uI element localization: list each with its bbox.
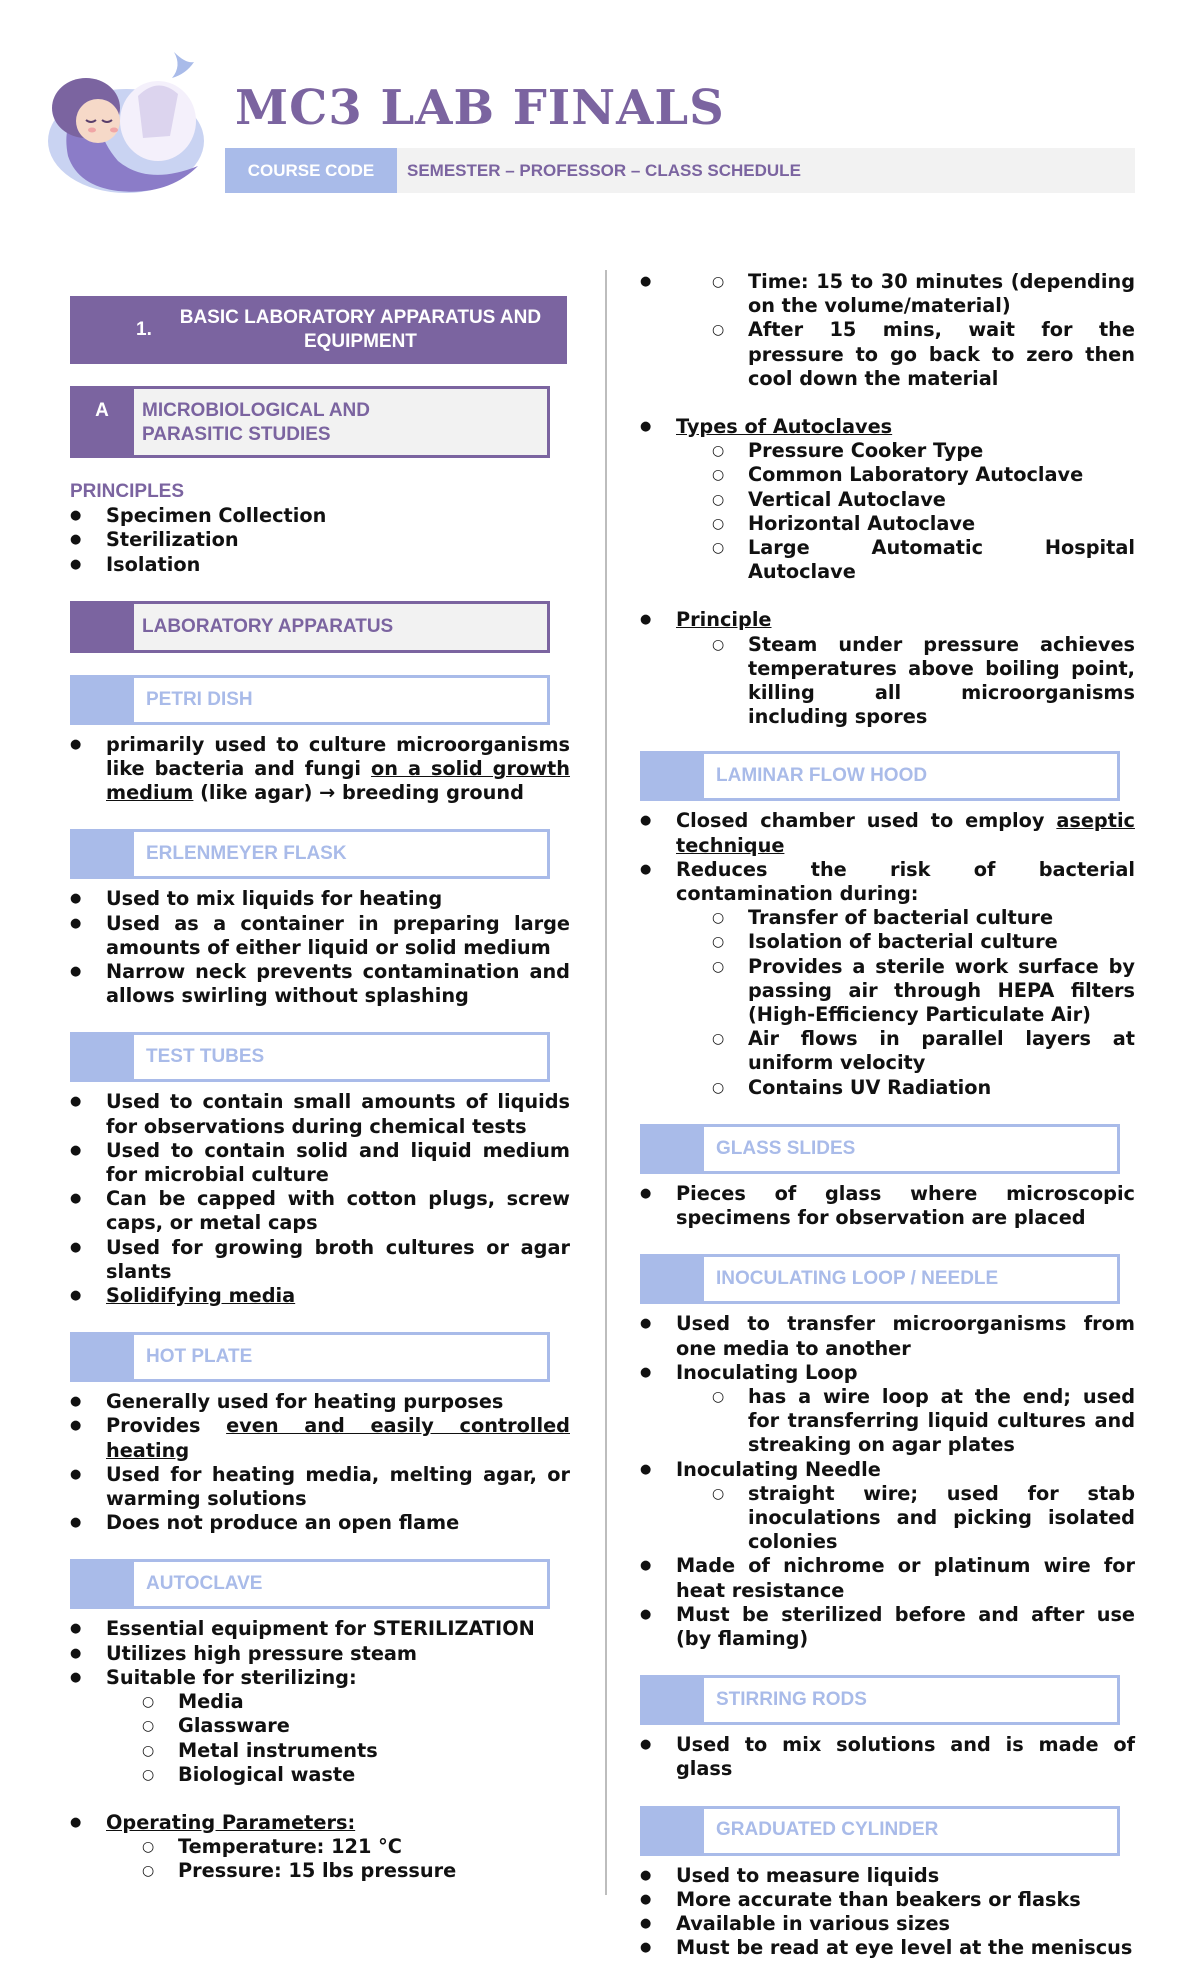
- laminar-flow-hood-title: LAMINAR FLOW HOOD: [716, 765, 928, 787]
- list-item: ● Closed chamber used to employ aseptic technique: [604, 809, 1135, 857]
- stirring-rods-title: STIRRING RODS: [716, 1689, 867, 1711]
- list-item: ○ Large Automatic Hospital Autoclave: [676, 536, 1135, 584]
- list-item: ● Used to measure liquids: [604, 1864, 1135, 1888]
- list-item: ● Generally used for heating purposes: [34, 1390, 570, 1414]
- list-item: ○ Steam under pressure achieves temperatures above boiling point, killing all microorganisms including spores: [676, 633, 1135, 730]
- list-item: ● Operating Parameters: ○ Temperature: 121 °C ○ Pressure: 15 lbs pressure: [34, 1811, 570, 1884]
- erlenmeyer-flask-list: [34, 887, 570, 1008]
- list-item: ● Sterilization: [34, 528, 570, 552]
- inoculating-list: [604, 1312, 1135, 1651]
- sleeping-girl-mascot-icon: [48, 46, 208, 196]
- graduated-cylinder-tab: [640, 1809, 704, 1853]
- list-item: ● Pieces of glass where microscopic specimens for observation are placed: [604, 1182, 1135, 1230]
- list-item: ○ Provides a sterile work surface by passing air through HEPA filters (High-Efficiency Particulate Air): [676, 955, 1135, 1028]
- glass-slides-list: [604, 1182, 1135, 1230]
- operating-parameters-list: [106, 1835, 570, 1883]
- list-item: ○ has a wire loop at the end; used for transferring liquid cultures and streaking on agar plates: [676, 1385, 1135, 1458]
- list-item: ● Used to contain solid and liquid medium for microbial culture: [34, 1139, 570, 1187]
- inoculating-loop-title: INOCULATING LOOP / NEEDLE: [716, 1268, 999, 1290]
- subsection-letter: A: [70, 389, 134, 455]
- list-item: ● Inoculating Needle ○ straight wire; used for stab inoculations and picking isolated colonies: [604, 1458, 1135, 1555]
- list-item: ○ Common Laboratory Autoclave: [676, 463, 1135, 487]
- list-item: ○ ● Time: 15 to 30 minutes (depending on the volume/material): [676, 270, 1135, 318]
- list-item: ● Types of Autoclaves ○ Pressure Cooker Type ○ Common Laboratory Autoclave ○ Vertical Autoclave ○ Horizontal Autoclave ○ Large Automatic Hospital Autoclave: [604, 415, 1135, 584]
- graduated-cylinder-header: [640, 1806, 1120, 1856]
- document-title: MC3 LAB FINALS: [235, 80, 725, 136]
- course-info-bar: [225, 148, 1135, 193]
- list-item: ● Inoculating Loop ○ has a wire loop at the end; used for transferring liquid cultures and streaking on agar plates: [604, 1361, 1135, 1458]
- page-header: [0, 0, 1200, 240]
- list-item: ○ Media: [106, 1690, 570, 1714]
- list-item: ○ Horizontal Autoclave: [676, 512, 1135, 536]
- stirring-rods-tab: [640, 1678, 704, 1722]
- erlenmeyer-flask-tab: [70, 832, 134, 876]
- list-item: ○ Glassware: [106, 1714, 570, 1738]
- semester-info-label: SEMESTER – PROFESSOR – CLASS SCHEDULE: [407, 160, 801, 180]
- list-item: ○ Vertical Autoclave: [676, 488, 1135, 512]
- list-item: ● Reduces the risk of bacterial contamination during: ○ Transfer of bacterial culture ○ Isolation of bacterial culture ○ Provides a sterile work surface by passing air through HEPA filters (High-Efficiency Particulate Air) ○ Air flows in parallel layers at uniform velocity ○ Contains UV Radiation: [604, 858, 1135, 1100]
- list-item: ● Used to mix solutions and is made of glass: [604, 1733, 1135, 1781]
- list-item: ○ Isolation of bacterial culture: [676, 930, 1135, 954]
- stirring-rods-header: [640, 1675, 1120, 1725]
- list-item: ● Suitable for sterilizing: ○ Media ○ Glassware ○ Metal instruments ○ Biological waste: [34, 1666, 570, 1787]
- glass-slides-tab: [640, 1127, 704, 1171]
- course-code-label: COURSE CODE: [225, 148, 397, 193]
- inoculating-loop-tab: [640, 1257, 704, 1301]
- autoclave-tab: [70, 1562, 134, 1606]
- autoclave-continued-list: [604, 270, 1135, 729]
- sterilize-items-list: [106, 1690, 570, 1787]
- petri-dish-title: PETRI DISH: [146, 688, 253, 710]
- list-item-continued: [604, 270, 1135, 391]
- section-number: 1.: [136, 319, 152, 340]
- list-item: ● Provides even and easily controlled heating: [34, 1414, 570, 1462]
- glass-slides-header: [640, 1124, 1120, 1174]
- petri-dish-header: [70, 675, 550, 725]
- graduated-cylinder-title: GRADUATED CYLINDER: [716, 1819, 939, 1841]
- section-1-banner: [70, 296, 567, 364]
- hot-plate-title: HOT PLATE: [146, 1346, 253, 1368]
- list-item: ● Made of nichrome or platinum wire for heat resistance: [604, 1554, 1135, 1602]
- list-item: ● Used to mix liquids for heating: [34, 887, 570, 911]
- principles-list: [34, 504, 570, 577]
- list-item: ○ Contains UV Radiation: [676, 1076, 1135, 1100]
- list-item: ● Principle ○ Steam under pressure achieves temperatures above boiling point, killing all microorganisms including spores: [604, 608, 1135, 729]
- list-item: ● primarily used to culture microorganisms like bacteria and fungi on a solid growth medium (like agar) → breeding ground: [34, 733, 570, 806]
- subsection-title: MICROBIOLOGICAL AND PARASITIC STUDIES: [142, 400, 370, 445]
- laminar-sub-list: [676, 906, 1135, 1100]
- hot-plate-header: [70, 1332, 550, 1382]
- erlenmeyer-flask-header: [70, 829, 550, 879]
- loop-sub-list: [676, 1385, 1135, 1458]
- list-item: ○ Pressure: 15 lbs pressure: [106, 1859, 570, 1883]
- list-item: ○ Air flows in parallel layers at uniform velocity: [676, 1027, 1135, 1075]
- lab-apparatus-box: [70, 601, 550, 653]
- list-item: ● Essential equipment for STERILIZATION: [34, 1617, 570, 1641]
- list-item: ● Must be read at eye level at the meniscus: [604, 1936, 1135, 1960]
- erlenmeyer-flask-title: ERLENMEYER FLASK: [146, 843, 347, 865]
- hot-plate-tab: [70, 1335, 134, 1379]
- petri-dish-tab: [70, 678, 134, 722]
- list-item: ● Used for growing broth cultures or agar slants: [34, 1236, 570, 1284]
- list-item: ○ Temperature: 121 °C: [106, 1835, 570, 1859]
- autoclave-title: AUTOCLAVE: [146, 1573, 263, 1595]
- needle-sub-list: [676, 1482, 1135, 1555]
- test-tubes-list: [34, 1090, 570, 1308]
- laminar-flow-hood-tab: [640, 754, 704, 798]
- list-item: ● Used for heating media, melting agar, or warming solutions: [34, 1463, 570, 1511]
- subsection-a-box: [70, 386, 550, 458]
- autoclave-header: [70, 1559, 550, 1609]
- right-column: [640, 270, 1135, 1960]
- list-item: ○ Metal instruments: [106, 1739, 570, 1763]
- autoclave-types-list: [676, 439, 1135, 584]
- list-item: ○ straight wire; used for stab inoculations and picking isolated colonies: [676, 1482, 1135, 1555]
- operating-parameters-continued: [676, 270, 1135, 391]
- section-title: BASIC LABORATORY APPARATUS AND EQUIPMENT: [179, 307, 542, 352]
- autoclave-list: [34, 1617, 570, 1883]
- list-item: ○ After 15 mins, wait for the pressure to go back to zero then cool down the material: [676, 318, 1135, 391]
- list-item: ● Can be capped with cotton plugs, screw caps, or metal caps: [34, 1187, 570, 1235]
- left-column: [70, 296, 570, 1884]
- laminar-flow-hood-header: [640, 751, 1120, 801]
- principle-list: [676, 633, 1135, 730]
- list-item: ● Utilizes high pressure steam: [34, 1642, 570, 1666]
- list-item: ● Available in various sizes: [604, 1912, 1135, 1936]
- lab-apparatus-title: LABORATORY APPARATUS: [142, 615, 394, 637]
- list-item: ● Does not produce an open flame: [34, 1511, 570, 1535]
- list-item: ● Narrow neck prevents contamination and allows swirling without splashing: [34, 960, 570, 1008]
- list-item: ● Solidifying media: [34, 1284, 570, 1308]
- list-item: ● Isolation: [34, 553, 570, 577]
- glass-slides-title: GLASS SLIDES: [716, 1137, 856, 1159]
- list-item: ● Specimen Collection: [34, 504, 570, 528]
- list-item: ● Used to transfer microorganisms from one media to another: [604, 1312, 1135, 1360]
- list-item: ○ Transfer of bacterial culture: [676, 906, 1135, 930]
- list-item: ● Used to contain small amounts of liquids for observations during chemical tests: [34, 1090, 570, 1138]
- principles-heading: PRINCIPLES: [70, 481, 185, 502]
- test-tubes-title: TEST TUBES: [146, 1046, 265, 1068]
- list-item: ○ Pressure Cooker Type: [676, 439, 1135, 463]
- petri-dish-list: [34, 733, 570, 806]
- list-item: ○ Biological waste: [106, 1763, 570, 1787]
- laminar-flow-hood-list: [604, 809, 1135, 1099]
- hot-plate-list: [34, 1390, 570, 1535]
- list-item: ● More accurate than beakers or flasks: [604, 1888, 1135, 1912]
- lab-apparatus-tab: [70, 604, 134, 650]
- list-item: ● Must be sterilized before and after use (by flaming): [604, 1603, 1135, 1651]
- inoculating-loop-header: [640, 1254, 1120, 1304]
- graduated-cylinder-list: [604, 1864, 1135, 1961]
- test-tubes-tab: [70, 1035, 134, 1079]
- list-item: ● Used as a container in preparing large amounts of either liquid or solid medium: [34, 912, 570, 960]
- stirring-rods-list: [604, 1733, 1135, 1781]
- test-tubes-header: [70, 1032, 550, 1082]
